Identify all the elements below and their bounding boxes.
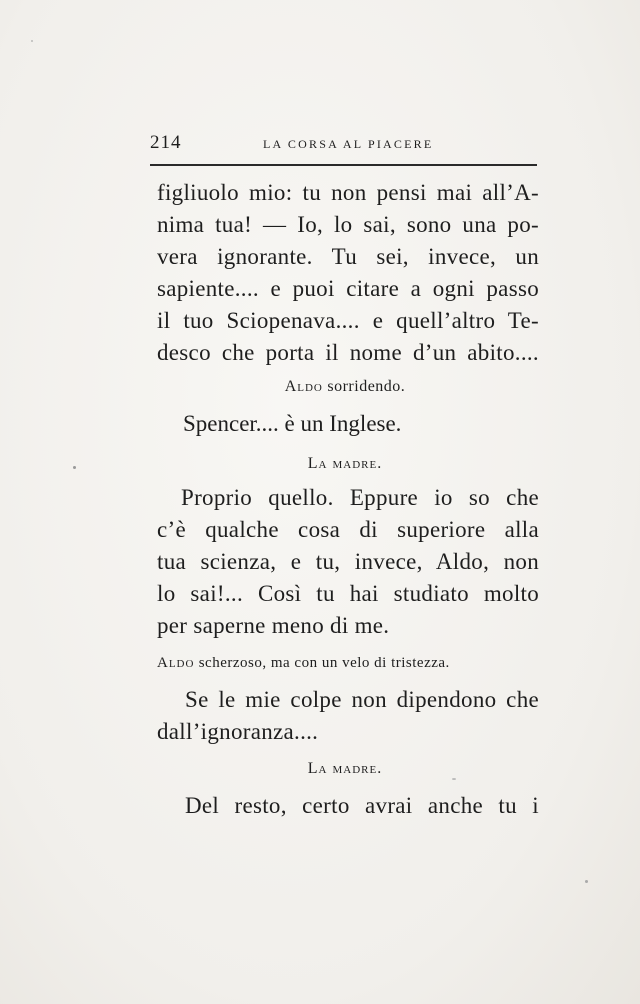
text-line: sapiente.... e puoi citare a ogni passo [157,276,539,301]
direction-text: sorridendo. [327,378,406,395]
page-header [150,132,540,156]
text-line: c’è qualche cosa di superiore alla [157,517,539,542]
page-number: 214 [150,132,182,153]
paragraph-1 [157,177,539,369]
text-line: Proprio quello. Eppure io so che [181,485,539,510]
text-line: vera ignorante. Tu sei, invece, un [157,244,539,269]
header-rule [150,164,537,166]
speech-line: Spencer.... è un Inglese. [183,411,402,436]
text-line: il tuo Sciopenava.... e quell’altro Te- [157,308,539,333]
paper-speck [452,778,456,780]
speaker-name: La madre. [307,455,383,472]
paragraph-3 [157,684,539,748]
stage-direction-1 [150,378,540,396]
text-line: Del resto, certo avrai anche tu i [185,793,539,818]
speaker-name: Aldo [284,378,323,395]
text-line: lo sai!... Così tu hai studiato molto [157,581,539,606]
stage-direction-3 [157,655,543,672]
stage-direction-4 [150,760,540,778]
text-line: dall’ignoranza.... [157,719,319,744]
text-line: nima tua! — Io, lo sai, sono una po- [157,212,539,237]
text-line: Se le mie colpe non dipendono che [185,687,539,712]
stage-direction-2 [150,455,540,473]
paper-speck [73,466,76,469]
running-title: LA CORSA AL PIACERE [263,137,434,151]
paragraph-4 [157,790,539,822]
paper-speck [585,880,588,883]
paper-speck [31,40,33,42]
text-line: tua scienza, e tu, invece, Aldo, non [157,549,539,574]
speaker-name: Aldo [157,655,195,671]
text-line: desco che porta il nome d’un abito.... [157,340,539,365]
speaker-name: La madre. [307,760,383,777]
text-line: per saperne meno di me. [157,613,390,638]
paragraph-2 [157,482,539,642]
text-line: figliuolo mio: tu non pensi mai all’A- [157,180,539,205]
direction-text: scherzoso, ma con un velo di tristezza. [198,655,450,671]
